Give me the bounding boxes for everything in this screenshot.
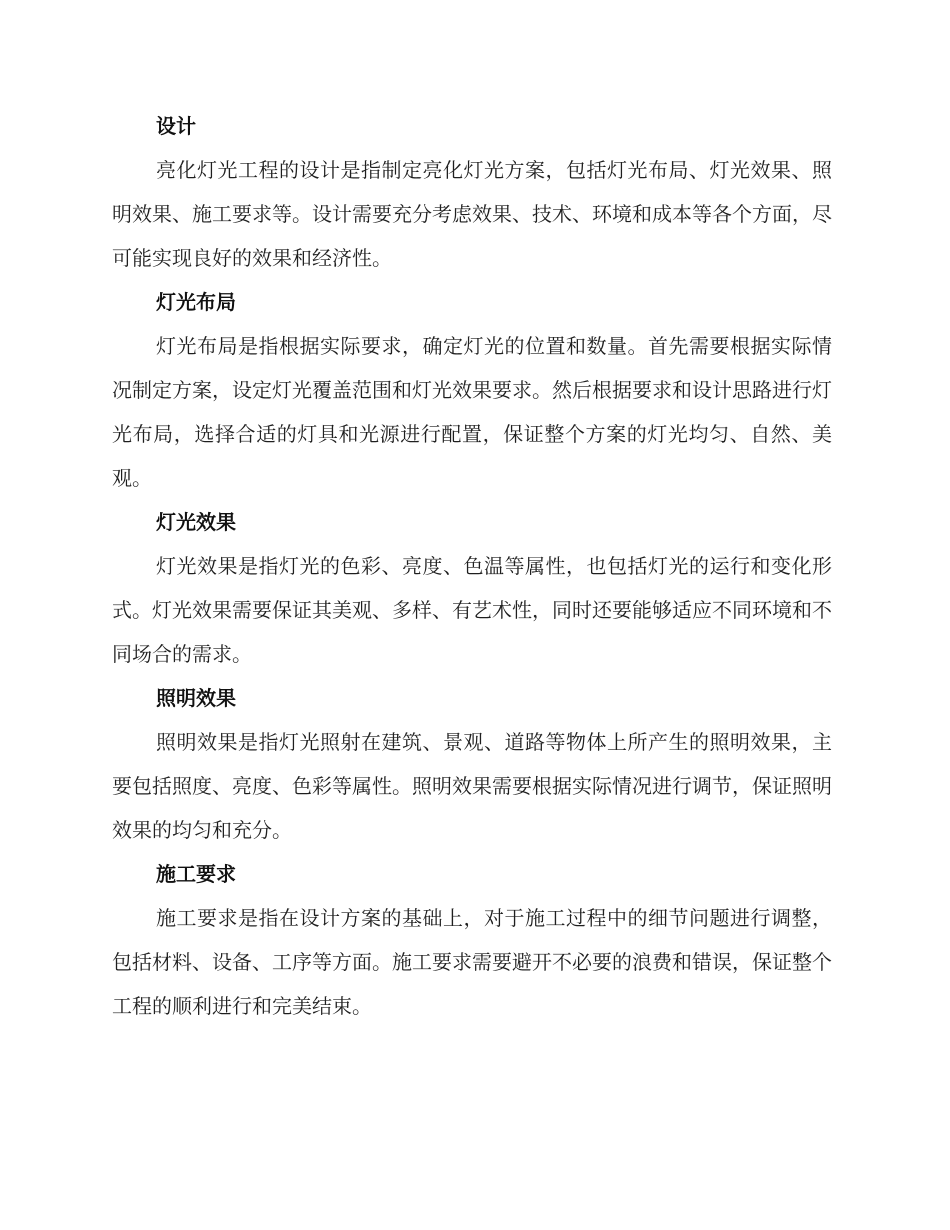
section-heading: 照明效果 [156, 686, 236, 710]
section-construction-requirements [112, 852, 832, 1028]
section-illumination-effect [112, 676, 832, 852]
section-paragraph: 施工要求是指在设计方案的基础上，对于施工过程中的细节问题进行调整，包括材料、设备、工序等方面。施工要求需要避开不必要的浪费和错误，保证整个工程的顺利进行和完美结束。 [112, 906, 832, 1018]
section-paragraph: 灯光效果是指灯光的色彩、亮度、色温等属性，也包括灯光的运行和变化形式。灯光效果需要保证其美观、多样、有艺术性，同时还要能够适应不同环境和不同场合的需求。 [112, 554, 832, 666]
section-heading: 灯光布局 [156, 290, 236, 314]
section-lighting-effect [112, 500, 832, 676]
section-heading: 施工要求 [156, 862, 236, 886]
document-body [112, 104, 832, 1028]
section-paragraph: 照明效果是指灯光照射在建筑、景观、道路等物体上所产生的照明效果，主要包括照度、亮度、色彩等属性。照明效果需要根据实际情况进行调节，保证照明效果的均匀和充分。 [112, 730, 832, 842]
section-heading: 设计 [156, 114, 196, 138]
section-heading: 灯光效果 [156, 510, 236, 534]
section-lighting-layout [112, 280, 832, 500]
section-paragraph: 灯光布局是指根据实际要求，确定灯光的位置和数量。首先需要根据实际情况制定方案，设定灯光覆盖范围和灯光效果要求。然后根据要求和设计思路进行灯光布局，选择合适的灯具和光源进行配置，保证整个方案的灯光均匀、自然、美观。 [112, 334, 832, 490]
section-design [112, 104, 832, 280]
section-paragraph: 亮化灯光工程的设计是指制定亮化灯光方案，包括灯光布局、灯光效果、照明效果、施工要求等。设计需要充分考虑效果、技术、环境和成本等各个方面，尽可能实现良好的效果和经济性。 [112, 158, 832, 270]
